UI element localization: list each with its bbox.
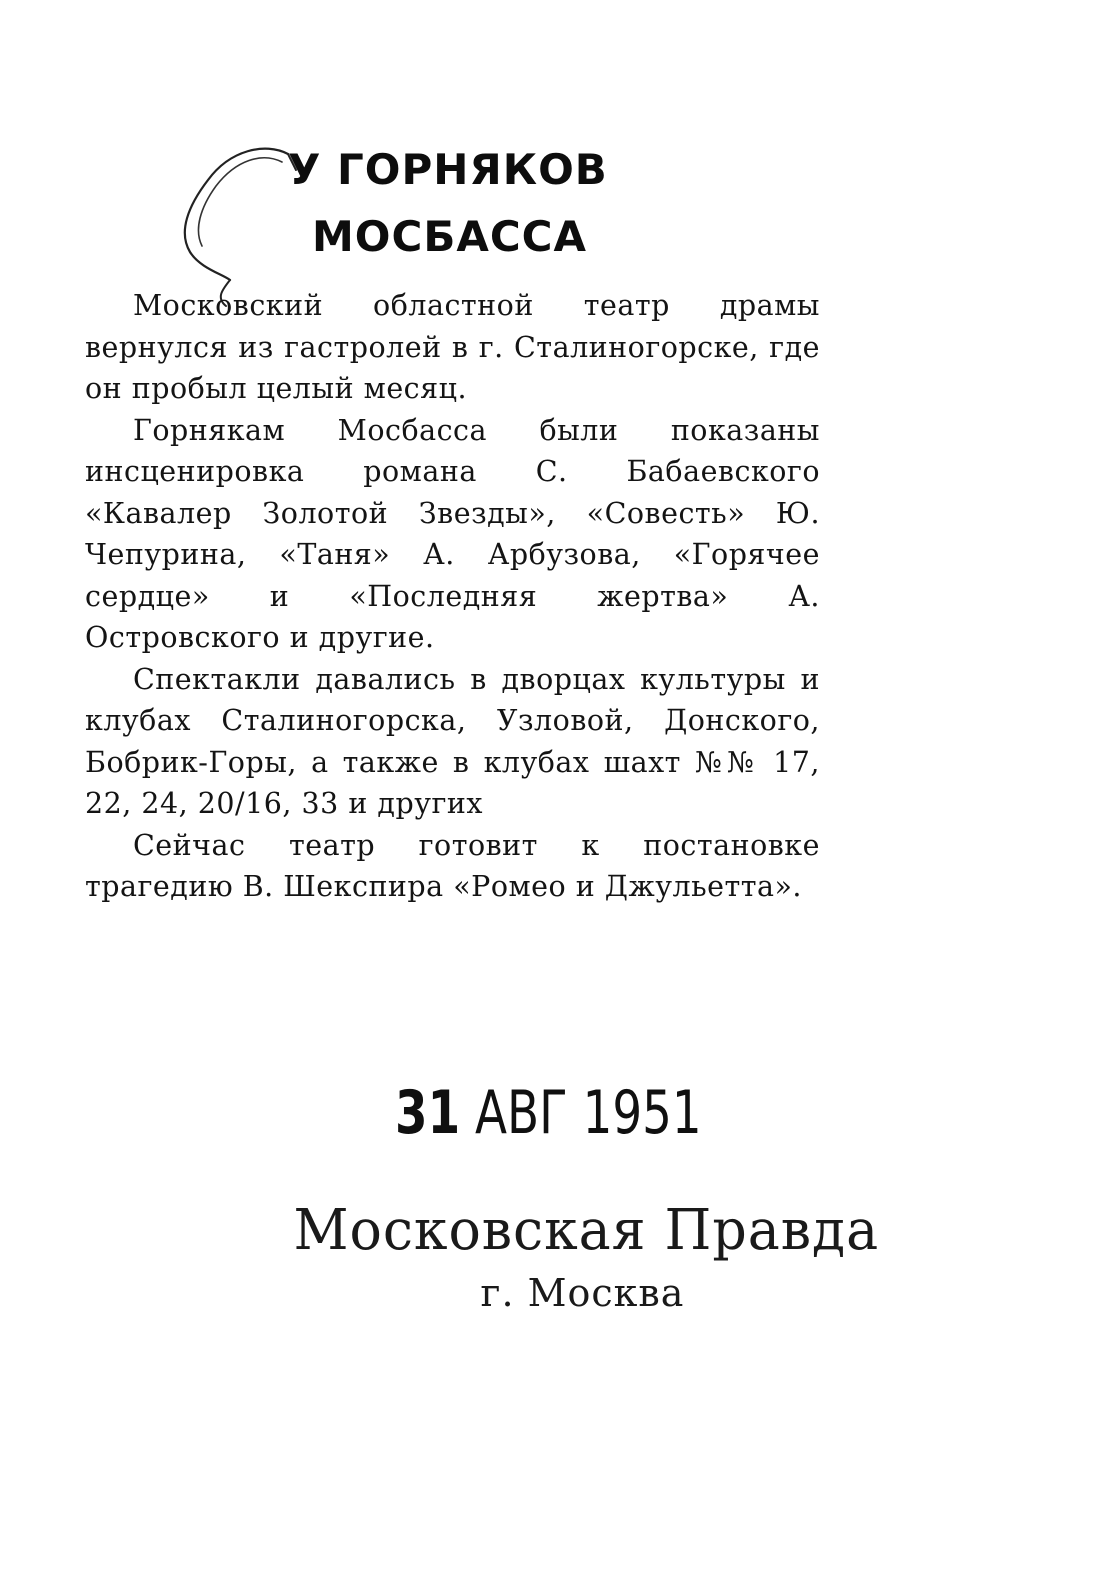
article-body [85, 285, 820, 908]
source-stamp-city: г. Москва [480, 1271, 685, 1315]
article-paragraph-3: Спектакли давались в дворцах культуры и клубах Сталиногорска, Узловой, Донского, Бобрик-Горы, а также в клубах шахт №№ 17, 22, 24, 20/16, 33 и других [85, 662, 820, 820]
date-stamp-year: 1951 [582, 1078, 702, 1148]
date-stamp [395, 1078, 702, 1148]
date-stamp-day: 31 [395, 1078, 461, 1148]
article-paragraph-2: Горнякам Мосбасса были показаны инсценировка романа С. Бабаевского «Кавалер Золотой Звезды», «Совесть» Ю. Чепурина, «Таня» А. Арбузова, «Горячее сердце» и «Последняя жертва» А. Островского и другие. [85, 413, 820, 654]
article-paragraph-4: Сейчас театр готовит к постановке трагедию В. Шекспира «Ромео и Джульетта». [85, 828, 820, 903]
article-paragraph-1: Московский областной театр драмы вернулся из гастролей в г. Сталиногорске, где он пробыл целый месяц. [85, 289, 820, 405]
headline-line-2: МОСБАССА [312, 212, 587, 261]
source-stamp-name: Московская Правда [293, 1198, 880, 1263]
headline-line-1: У ГОРНЯКОВ [288, 145, 608, 194]
date-stamp-month: АВГ [475, 1078, 568, 1148]
source-stamp [0, 1198, 1115, 1315]
